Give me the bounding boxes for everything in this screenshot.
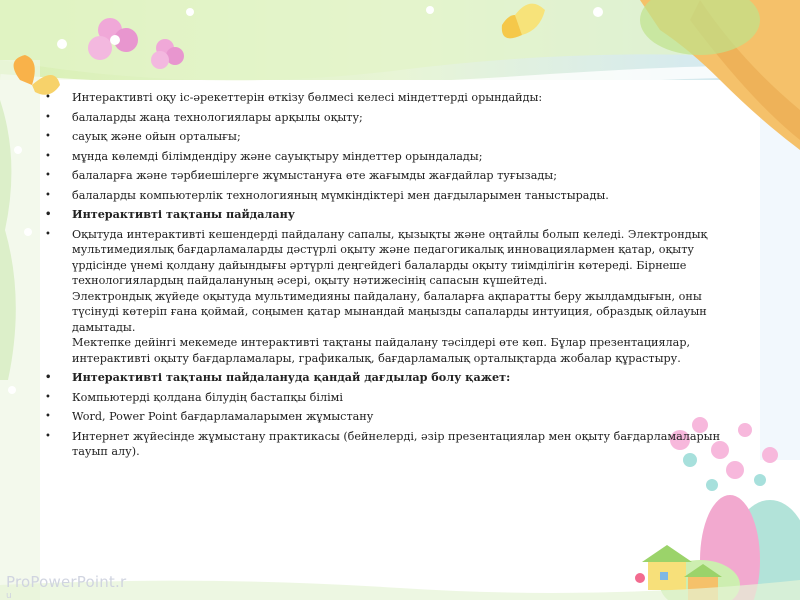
list-item (45, 429, 735, 460)
list-item-text: Компьютерді қолдана білудің бастапқы білімі (72, 390, 343, 404)
list-item-text: балаларға және тәрбиешілерге жұмыстануға өте жағымды жағдайлар туғызады; (72, 169, 557, 182)
list-item-text: сауық және ойын орталығы; (72, 130, 241, 143)
house-icon (642, 545, 692, 590)
list-item (45, 207, 735, 223)
content-area (45, 90, 735, 464)
bullet-icon: • (45, 391, 51, 403)
list-item-paragraph: Мектепке дейінгі мекемеде интерактивті тақтаны пайдалану тәсілдері өте көп. Бұлар презентациялар, интерактивті оқыту бағдарламалары, графикалық, бағдарламалық орталықтарда жобалар құрастыру. (72, 336, 691, 365)
list-item (45, 227, 735, 367)
bullet-icon: • (45, 372, 52, 383)
watermark-suffix: u (6, 591, 12, 601)
list-item-text: Word, Power Point бағдарламаларымен жұмыстану (72, 410, 374, 423)
list-item (45, 149, 735, 165)
watermark: ProPowerPoint.r (6, 573, 127, 591)
bullet-icon: • (45, 131, 51, 142)
list-item (45, 110, 735, 126)
bullet-icon: • (45, 150, 51, 162)
bullet-list (45, 90, 735, 460)
bullet-icon: • (45, 411, 51, 422)
bullet-icon: • (45, 111, 51, 123)
bullet-icon: • (45, 92, 51, 103)
bullet-icon: • (45, 170, 51, 181)
list-item (45, 390, 735, 406)
list-item-text: Интерактивті оқу іс-әрекеттерін өткізу бөлмесі келесі міндеттерді орындайды: (72, 91, 543, 104)
bullet-icon: • (45, 228, 51, 240)
list-item (45, 409, 735, 425)
list-item-text: Интерактивті тақтаны пайдалану (72, 207, 295, 221)
list-item-paragraph: Электрондық жүйеде оқытуда мультимедияны пайдалану, балаларға ақпаратты беру жылдамдығын, оны түсінуді көтеріп ғана қоймай, соңымен қатар мынандай маңызды сапаларды интуиция, образдық ойлауын дамытады. (72, 289, 707, 334)
list-item-text: Интерактивті тақтаны пайдалануда қандай дағдылар болу қажет: (72, 370, 511, 384)
list-item (45, 90, 735, 106)
list-item (45, 370, 735, 386)
list-item-text: Интернет жүйесінде жұмыстану практикасы (бейнелерді, әзір презентациялар мен оқыту бағдарламаларын тауып алу). (72, 429, 721, 458)
list-item-text: балаларды жаңа технологиялары арқылы оқыту; (72, 110, 363, 124)
list-item-paragraph: Оқытуда интерактивті кешендерді пайдалану сапалы, қызықты және оңтайлы болып келеді. Электрондық мультимедиялық бағдарламаларды дәстүрлі оқыту және педагогикалық инновациялармен қатар, оқыту үрдісінде үнемі қолдану дайындығы әртүрлі деңгейдегі балаларды оқыту тиімділігін көтереді. Бірнеше технологиялардың пайдалануның әсері, оқыту нәтижесінің сапасын күшейтеді. (72, 227, 708, 287)
list-item (45, 168, 735, 184)
bullet-icon: • (45, 189, 51, 201)
bullet-icon: • (45, 430, 51, 442)
list-item-text: балаларды компьютерлік технологияның мүмкіндіктері мен дағдыларымен таныстырады. (72, 188, 609, 202)
list-item (45, 188, 735, 204)
bullet-icon: • (45, 209, 52, 220)
list-item (45, 129, 735, 145)
list-item-text: мұнда көлемді білімдендіру және сауықтыру міндеттер орындалады; (72, 149, 483, 163)
